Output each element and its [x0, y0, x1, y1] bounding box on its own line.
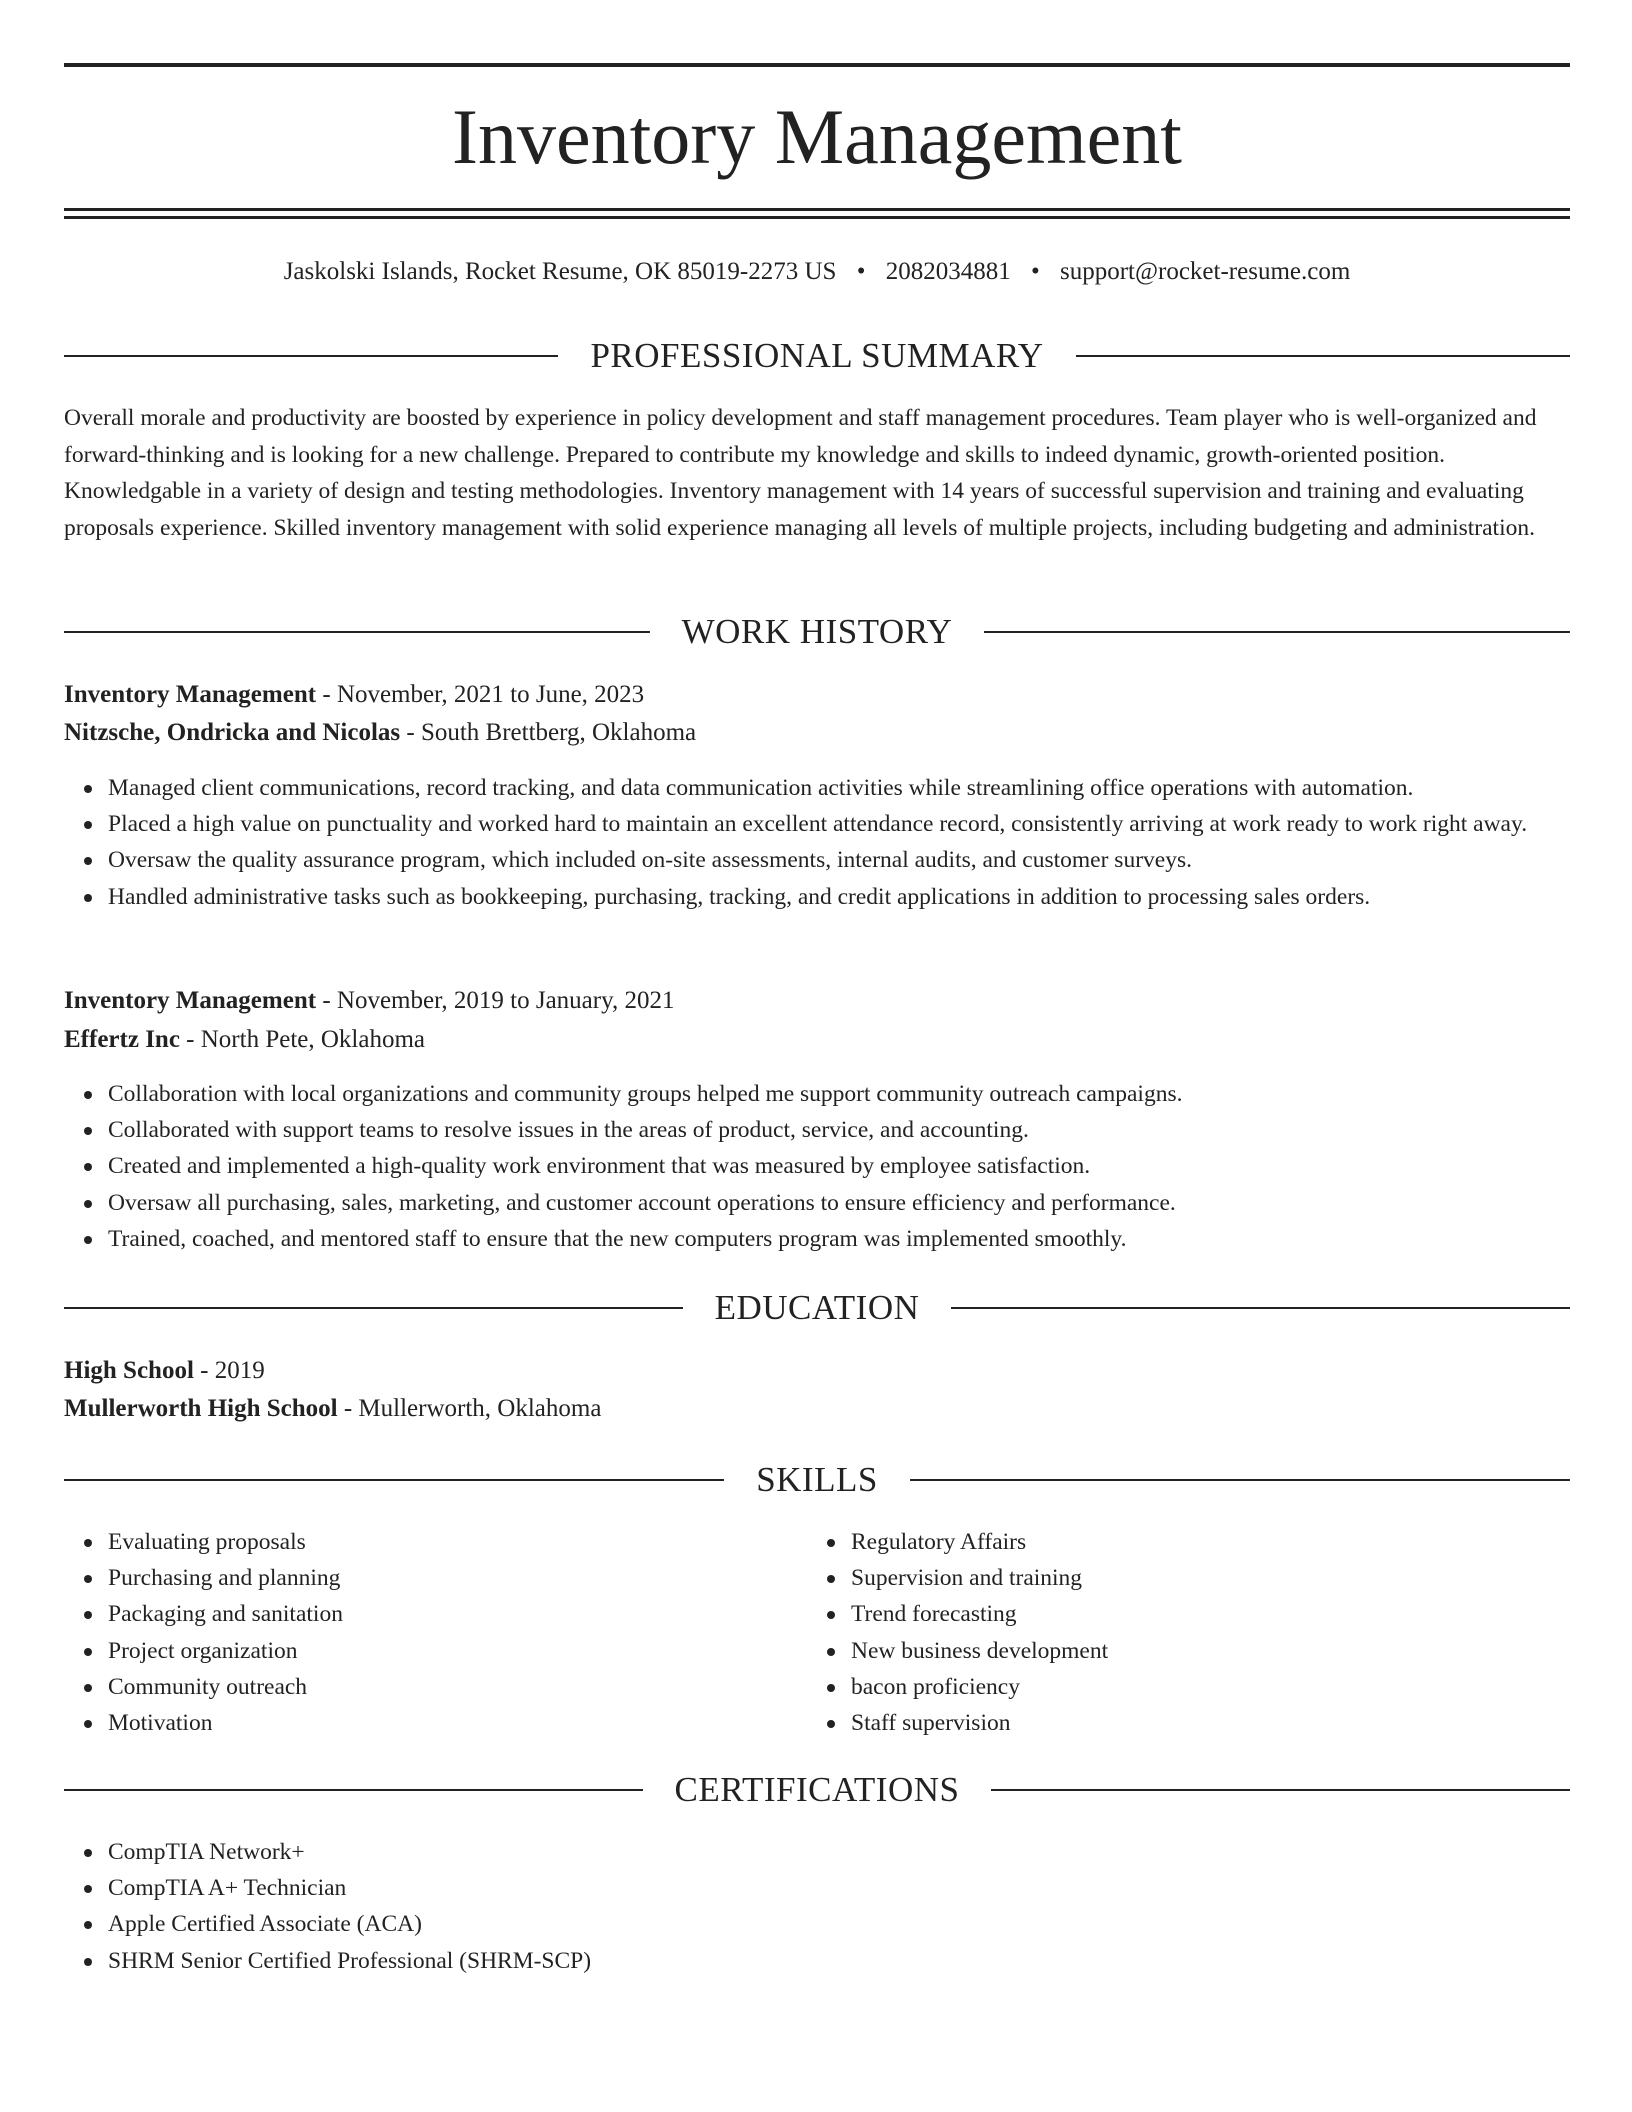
job-company: Nitzsche, Ondricka and Nicolas — [64, 719, 401, 746]
list-item: Staff supervision — [851, 1705, 1632, 1741]
page-title: Inventory Management — [452, 93, 1182, 180]
list-item: Trend forecasting — [851, 1596, 1632, 1632]
top-rule — [64, 63, 1570, 67]
certifications-section-header — [64, 1768, 1570, 1812]
list-item: Oversaw all purchasing, sales, marketing, and customer account operations to ensure efficiency and performance. — [108, 1185, 1570, 1221]
contact-separator: • — [856, 258, 866, 285]
summary-text: Overall morale and productivity are boosted by experience in policy development and staff management procedures. Team player who is well-organized and forward-thinking and is looking for a new challenge. Prepared to contribute my knowledge and skills to indeed dynamic, growth-oriented position. Knowledgable in a variety of design and testing methodologies. Inventory management with 14 years of successful supervision and training and evaluating proposals experience. Skilled inventory management with solid experience managing all levels of multiple projects, including budgeting and administration. — [64, 405, 1537, 541]
education-degree: High School — [64, 1357, 194, 1384]
list-item: Oversaw the quality assurance program, which included on-site assessments, internal audits, and customer surveys. — [108, 842, 1570, 878]
section-title: WORK HISTORY — [681, 612, 953, 651]
list-item: Collaboration with local organizations and community groups helped me support community outreach campaigns. — [108, 1076, 1570, 1112]
list-item: Placed a high value on punctuality and worked hard to maintain an excellent attendance record, consistently arriving at work ready to work right away. — [108, 806, 1570, 842]
job-company-line — [64, 714, 1570, 752]
section-rule — [64, 1789, 643, 1791]
list-item: CompTIA A+ Technician — [108, 1870, 1570, 1906]
section-rule — [910, 1479, 1570, 1481]
title-rule-lower — [64, 216, 1570, 219]
job-bullets — [64, 1076, 1570, 1257]
job-dates: - November, 2019 to January, 2021 — [316, 987, 675, 1014]
job-location: - North Pete, Oklahoma — [179, 1026, 426, 1053]
section-rule — [984, 631, 1570, 633]
education-section-header — [64, 1286, 1570, 1330]
job-title-line — [64, 676, 1570, 714]
list-item: Supervision and training — [851, 1560, 1632, 1596]
education-school-line — [64, 1390, 1570, 1428]
list-item: Purchasing and planning — [108, 1560, 1570, 1596]
education-degree-line — [64, 1352, 1570, 1390]
section-title: PROFESSIONAL SUMMARY — [590, 336, 1044, 375]
section-title: EDUCATION — [714, 1288, 920, 1327]
list-item: Evaluating proposals — [108, 1524, 1570, 1560]
job-title: Inventory Management — [64, 681, 317, 708]
summary-section-header — [64, 334, 1570, 378]
list-item: Managed client communications, record tracking, and data communication activities while streamlining office operations with automation. — [108, 770, 1570, 806]
list-item: Apple Certified Associate (ACA) — [108, 1906, 1570, 1942]
job-bullets — [64, 770, 1570, 915]
job-dates: - November, 2021 to June, 2023 — [316, 681, 645, 708]
contact-address: Jaskolski Islands, Rocket Resume, OK 85019-2273 US — [283, 258, 837, 285]
section-title: CERTIFICATIONS — [674, 1770, 960, 1809]
section-rule — [951, 1307, 1570, 1309]
job-title-line — [64, 982, 1570, 1020]
list-item: CompTIA Network+ — [108, 1834, 1570, 1870]
section-rule — [64, 355, 558, 357]
list-item: Project organization — [108, 1633, 1570, 1669]
list-item: Packaging and sanitation — [108, 1596, 1570, 1632]
list-item: Collaborated with support teams to resolve issues in the areas of product, service, and accounting. — [108, 1112, 1570, 1148]
list-item: Community outreach — [108, 1669, 1570, 1705]
skills-list-right — [807, 1524, 1632, 1741]
job-location: - South Brettberg, Oklahoma — [400, 719, 697, 746]
skills-section-header — [64, 1458, 1570, 1502]
job-title: Inventory Management — [64, 987, 317, 1014]
list-item: Handled administrative tasks such as bookkeeping, purchasing, tracking, and credit applications in addition to processing sales orders. — [108, 879, 1570, 915]
list-item: Trained, coached, and mentored staff to ensure that the new computers program was implemented smoothly. — [108, 1221, 1570, 1257]
section-rule — [1076, 355, 1570, 357]
list-item: Created and implemented a high-quality work environment that was measured by employee satisfaction. — [108, 1148, 1570, 1184]
section-rule — [64, 1479, 724, 1481]
certifications-list — [64, 1834, 1570, 1979]
education-location: - Mullerworth, Oklahoma — [337, 1395, 602, 1422]
contact-phone: 2082034881 — [885, 258, 1011, 285]
section-rule — [64, 1307, 683, 1309]
work-section-header — [64, 610, 1570, 654]
list-item: New business development — [851, 1633, 1632, 1669]
list-item: bacon proficiency — [851, 1669, 1632, 1705]
education-year: - 2019 — [193, 1357, 265, 1384]
job-company-line — [64, 1021, 1570, 1059]
contact-email[interactable]: support@rocket-resume.com — [1059, 258, 1351, 285]
contact-separator: • — [1030, 258, 1040, 285]
section-title: SKILLS — [756, 1460, 878, 1499]
list-item: Motivation — [108, 1705, 1570, 1741]
job-company: Effertz Inc — [64, 1026, 180, 1053]
list-item: Regulatory Affairs — [851, 1524, 1632, 1560]
education-school: Mullerworth High School — [64, 1395, 338, 1422]
title-rule-upper — [64, 208, 1570, 211]
section-rule — [991, 1789, 1570, 1791]
list-item: SHRM Senior Certified Professional (SHRM-SCP) — [108, 1943, 1570, 1979]
section-rule — [64, 631, 650, 633]
contact-line — [64, 255, 1570, 289]
